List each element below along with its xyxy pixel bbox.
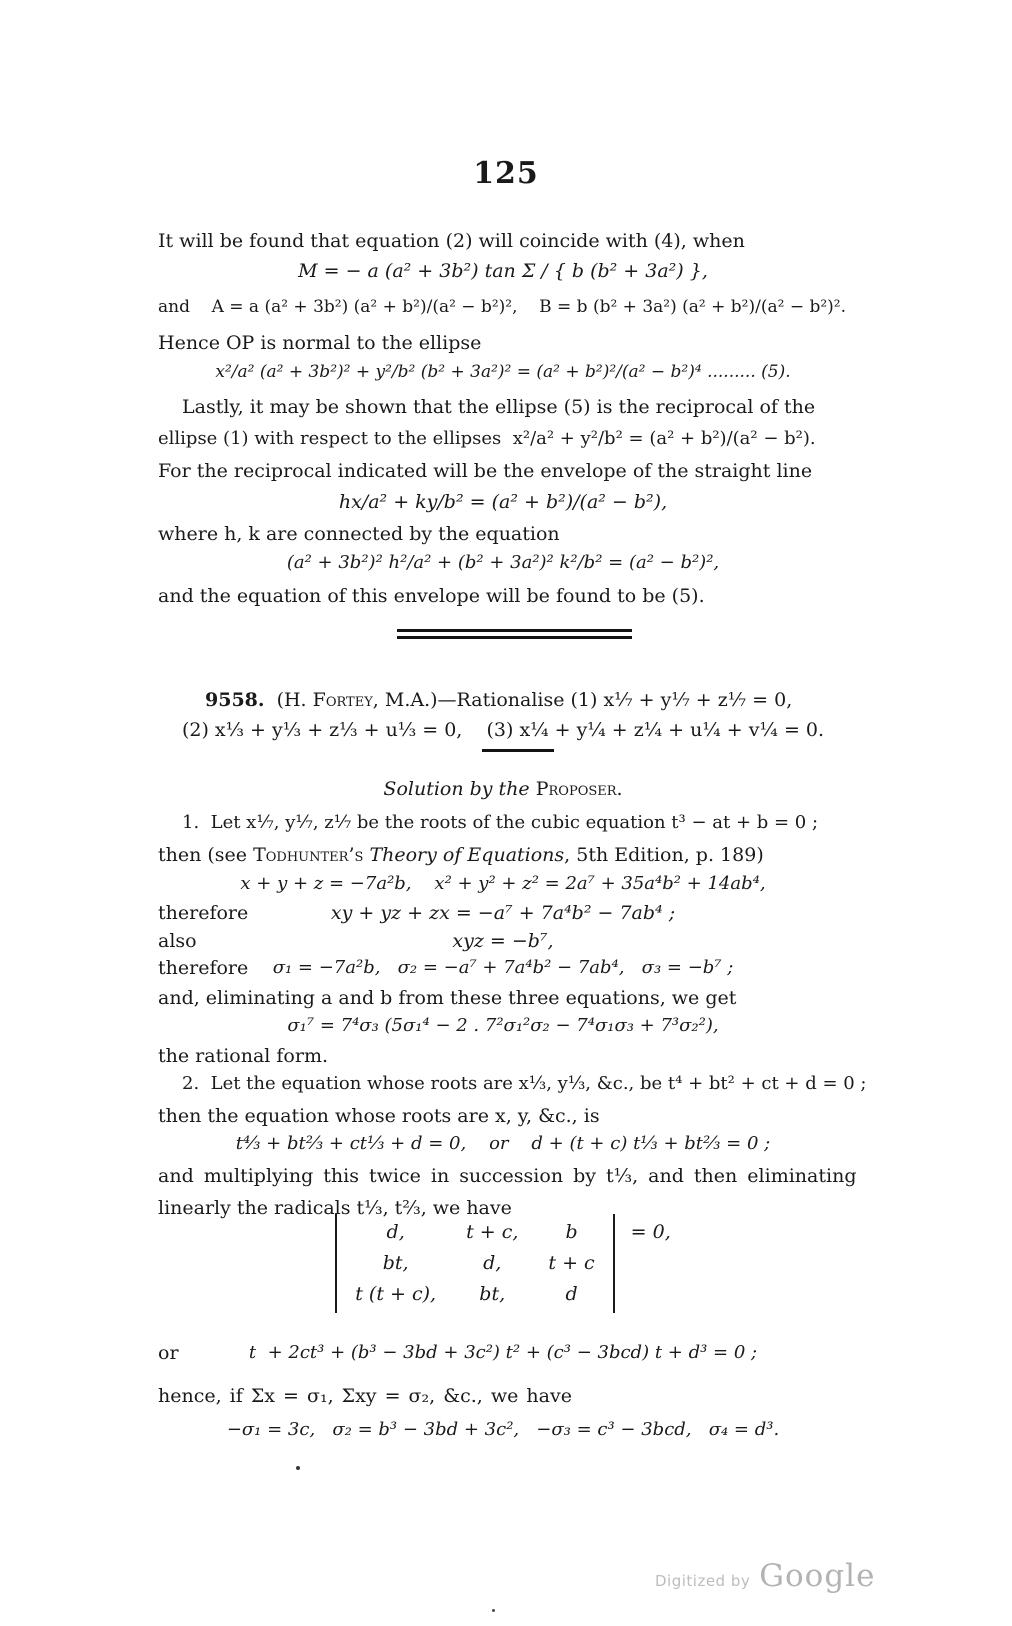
intro-line-2: and A = a (a² + 3b²) (a² + b²)/(a² − b²)², B = b (b² + 3a²) (a² + b²)/(a² − b²)². [158, 297, 847, 317]
part2-equation-2: t + 2ct³ + (b³ − 3bd + 3c²) t² + (c³ − 3bcd) t + d³ = 0 ; [248, 1342, 758, 1363]
det-cell-2-1: bt, [479, 1283, 506, 1305]
short-rule-divider [482, 749, 554, 752]
ink-speck [492, 1609, 495, 1612]
google-logo: Google [759, 1558, 876, 1594]
intro-line-3: Hence OP is normal to the ellipse [158, 332, 482, 354]
intro-line-7: where h, k are connected by the equation [158, 523, 560, 545]
part1-equation-1: x + y + z = −7a²b, x² + y² + z² = 2a⁷ + 35a⁴b² + 14ab⁴, [240, 873, 766, 894]
watermark-prefix: Digitized by [655, 1572, 751, 1590]
intro-line-6: For the reciprocal indicated will be the envelope of the straight line [158, 460, 813, 482]
problem-author-name: Fortey [312, 689, 373, 711]
part1-equation-2: xy + yz + zx = −a⁷ + 7a⁴b² − 7ab⁴ ; [330, 902, 676, 924]
intro-line-4: Lastly, it may be shown that the ellipse (5) is the reciprocal of the [182, 396, 816, 418]
intro-line-1: It will be found that equation (2) will coincide with (4), when [158, 230, 745, 252]
part1-line-3: and, eliminating a and b from these three equations, we get [158, 987, 737, 1009]
label-therefore-1: therefore [158, 902, 249, 924]
part2-line-2: then the equation whose roots are x, y, &c., is [158, 1105, 600, 1127]
label-also: also [158, 930, 197, 952]
part2-line-1: 2. Let the equation whose roots are x¹⁄₃, y¹⁄₃, &c., be t⁴ + bt² + ct + d = 0 ; [182, 1073, 867, 1094]
problem-statement-line-2: (2) x¹⁄₃ + y¹⁄₃ + z¹⁄₃ + u¹⁄₃ = 0, (3) x¹⁄₄ + y¹⁄₄ + z¹⁄₄ + u¹⁄₄ + v¹⁄₄ = 0. [181, 719, 825, 741]
part2-line-4: linearly the radicals t¹⁄₃, t²⁄₃, we have [158, 1197, 512, 1219]
part1-equation-4: σ₁ = −7a²b, σ₂ = −a⁷ + 7a⁴b² − 7ab⁴, σ₃ = −b⁷ ; [272, 957, 734, 978]
part1-line2-post: , 5th Edition, p. 189) [564, 844, 764, 866]
det-cell-2-0: t (t + c), [355, 1283, 437, 1305]
determinant-rhs: = 0, [630, 1221, 671, 1243]
solution-heading [158, 776, 848, 802]
part1-line2-pre: then (see [158, 844, 254, 866]
part2-or-line [158, 1340, 848, 1366]
det-cell-0-1: t + c, [466, 1221, 519, 1243]
page-number: 125 [473, 156, 539, 191]
equation-M: M = − a (a² + 3b²) tan Σ / { b (b² + 3a²) }, [298, 260, 708, 282]
problem-number: 9558. [205, 689, 265, 711]
label-therefore-2: therefore [158, 957, 249, 979]
part2-line-3: and multiplying this twice in succession by t¹⁄₃, and then eliminating [158, 1165, 857, 1187]
digitized-watermark [655, 1558, 875, 1594]
double-rule-divider [397, 629, 632, 639]
det-cell-0-2: b [565, 1221, 578, 1243]
equation-5: x²/a² (a² + 3b²)² + y²/b² (b² + 3a²)² = (a² + b²)²/(a² − b²)⁴ ......... (5). [215, 362, 791, 382]
part1-todhunter: Todhunter’s [253, 844, 364, 866]
solution-heading-italic: Solution by the [383, 778, 536, 800]
part1-line-2 [158, 842, 848, 868]
problem-statement-rest: , M.A.)—Rationalise (1) x¹⁄₇ + y¹⁄₇ + z¹⁄₇ = 0, [372, 689, 793, 711]
part1-therefore-line-2 [158, 955, 848, 981]
det-cell-2-2: d [565, 1283, 578, 1305]
part2-line-5: hence, if Σx = σ₁, Σxy = σ₂, &c., we have [158, 1385, 572, 1407]
part1-equation-3: xyz = −b⁷, [452, 930, 554, 952]
part1-book-title: Theory of Equations [363, 844, 565, 866]
part1-equation-5: σ₁⁷ = 7⁴σ₃ (5σ₁⁴ − 2 . 7²σ₁²σ₂ − 7⁴σ₁σ₃ + 7³σ₂²), [287, 1015, 719, 1036]
label-or: or [158, 1342, 179, 1364]
problem-author-prefix: (H. [264, 689, 313, 711]
part1-line-4: the rational form. [158, 1045, 329, 1067]
determinant-equation [158, 1214, 848, 1313]
problem-statement-line-1 [205, 687, 848, 713]
part2-equation-1: t⁴⁄₃ + bt²⁄₃ + ct¹⁄₃ + d = 0, or d + (t + c) t¹⁄₃ + bt²⁄₃ = 0 ; [235, 1133, 771, 1154]
part1-line-1: 1. Let x¹⁄₇, y¹⁄₇, z¹⁄₇ be the roots of the cubic equation t³ − at + b = 0 ; [182, 812, 819, 833]
det-cell-1-1: d, [483, 1252, 502, 1274]
ink-speck [296, 1466, 300, 1470]
determinant-matrix [335, 1214, 614, 1313]
part1-therefore-line-1 [158, 900, 848, 926]
part2-equation-3: −σ₁ = 3c, σ₂ = b³ − 3bd + 3c², −σ₃ = c³ − 3bcd, σ₄ = d³. [226, 1419, 780, 1440]
intro-line-5: ellipse (1) with respect to the ellipses x²/a² + y²/b² = (a² + b²)/(a² − b²). [158, 428, 816, 449]
equation-hk: (a² + 3b²)² h²/a² + (b² + 3a²)² k²/b² = (a² − b²)², [286, 552, 720, 573]
equation-envelope-line: hx/a² + ky/b² = (a² + b²)/(a² − b²), [338, 491, 668, 513]
det-cell-0-0: d, [386, 1221, 405, 1243]
det-cell-1-2: t + c [548, 1252, 595, 1274]
solution-heading-proposer: Proposer. [535, 778, 623, 800]
part1-also-line [158, 928, 848, 954]
intro-line-8: and the equation of this envelope will be found to be (5). [158, 585, 705, 607]
det-cell-1-0: bt, [382, 1252, 409, 1274]
